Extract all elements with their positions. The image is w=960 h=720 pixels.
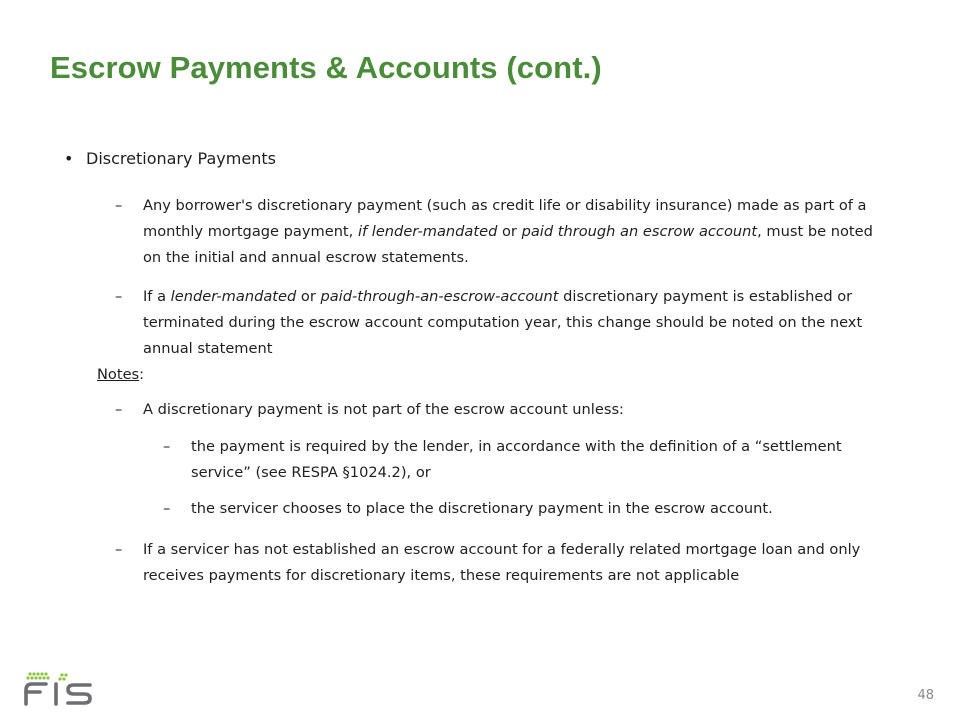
- list-item: [115, 397, 878, 423]
- dash-marker: –: [163, 438, 171, 455]
- bullet-discretionary-payments: [64, 149, 276, 168]
- item-text: the payment is required by the lender, in accordance with the definition of a “settlement service” (see RESPA §1024.2), or: [191, 438, 842, 481]
- dash-marker: –: [115, 541, 123, 558]
- list-item: [163, 496, 881, 522]
- fis-logo: [22, 670, 96, 718]
- item-text: A discretionary payment is not part of the escrow account unless:: [143, 401, 624, 418]
- item-text: or: [296, 288, 321, 305]
- fis-logo-icon: [22, 670, 96, 714]
- notes-label: [97, 362, 144, 388]
- page-number: 48: [917, 688, 934, 703]
- item-text: , must be noted on the initial and annual escrow statements.: [143, 223, 873, 266]
- bullet-dot: •: [64, 149, 74, 168]
- item-italic: if lender-mandated: [357, 223, 498, 240]
- page-title: Escrow Payments & Accounts (cont.): [50, 50, 602, 85]
- list-item: [163, 434, 881, 486]
- item-italic: lender-mandated: [170, 288, 297, 305]
- list-item: [115, 537, 878, 589]
- item-text: Any borrower's discretionary payment (such as credit life or disability insurance) made as part of a monthly mortgage payment,: [143, 197, 867, 240]
- list-item: [115, 193, 878, 271]
- item-text: If a servicer has not established an escrow account for a federally related mortgage loan and only receives payments for discretionary items, these requirements are not applicable: [143, 541, 861, 584]
- bullet-text: Discretionary Payments: [86, 149, 276, 168]
- dash-marker: –: [115, 288, 123, 305]
- item-italic: paid-through-an-escrow-account: [320, 288, 559, 305]
- item-italic: paid through an escrow account: [521, 223, 758, 240]
- notes-colon: :: [139, 366, 145, 383]
- list-item: [115, 284, 878, 362]
- item-text: the servicer chooses to place the discretionary payment in the escrow account.: [191, 500, 773, 517]
- item-text: discretionary payment is established or terminated during the escrow account computation year, this change should be noted on the next annual statement: [143, 288, 863, 357]
- notes-label-text: Notes: [97, 366, 140, 383]
- dash-marker: –: [163, 500, 171, 517]
- item-text: or: [497, 223, 522, 240]
- dash-marker: –: [115, 197, 123, 214]
- dash-marker: –: [115, 401, 123, 418]
- item-text: If a: [143, 288, 171, 305]
